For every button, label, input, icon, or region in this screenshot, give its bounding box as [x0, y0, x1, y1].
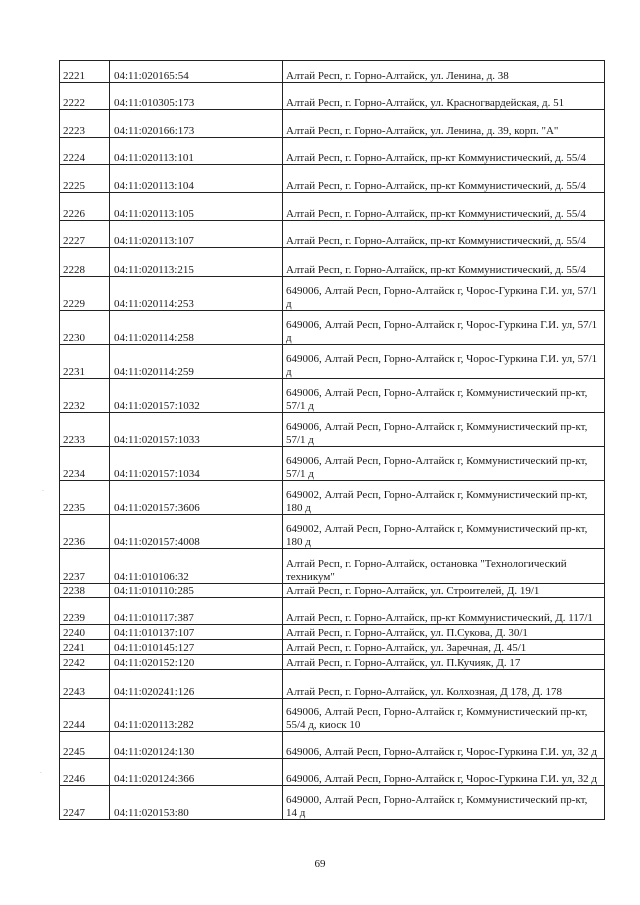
- address-cell: Алтай Респ, г. Горно-Алтайск, ул. П.Сукова, Д. 30/1: [283, 625, 605, 640]
- address-cell: 649006, Алтай Респ, Горно-Алтайск г, Коммунистический пр-кт, 57/1 д: [283, 413, 605, 447]
- row-number-cell: 2228: [60, 248, 110, 277]
- row-number-cell: 2242: [60, 655, 110, 670]
- cadastral-number-cell: 04:11:020113:215: [110, 248, 283, 277]
- table-row: [60, 221, 605, 248]
- cadastral-number-cell: 04:11:020157:3606: [110, 481, 283, 515]
- address-cell: Алтай Респ, г. Горно-Алтайск, ул. Красногвардейская, д. 51: [283, 83, 605, 110]
- address-cell: Алтай Респ, г. Горно-Алтайск, ул. Строителей, Д. 19/1: [283, 584, 605, 598]
- address-cell: 649002, Алтай Респ, Горно-Алтайск г, Коммунистический пр-кт, 180 д: [283, 481, 605, 515]
- address-cell: 649002, Алтай Респ, Горно-Алтайск г, Коммунистический пр-кт, 180 д: [283, 515, 605, 549]
- table-row: [60, 640, 605, 655]
- cadastral-number-cell: 04:11:020114:259: [110, 345, 283, 379]
- cadastral-number-cell: 04:11:020157:1032: [110, 379, 283, 413]
- address-cell: 649006, Алтай Респ, Горно-Алтайск г, Коммунистический пр-кт, 55/4 д, киоск 10: [283, 699, 605, 732]
- cadastral-number-cell: 04:11:020124:130: [110, 732, 283, 759]
- address-cell: 649006, Алтай Респ, Горно-Алтайск г, Чорос-Гуркина Г.И. ул, 32 д: [283, 732, 605, 759]
- row-number-cell: 2227: [60, 221, 110, 248]
- table-row: [60, 345, 605, 379]
- cadastral-number-cell: 04:11:020157:1033: [110, 413, 283, 447]
- row-number-cell: 2247: [60, 786, 110, 820]
- table-row: [60, 759, 605, 786]
- table-row: [60, 193, 605, 221]
- address-cell: 649006, Алтай Респ, Горно-Алтайск г, Коммунистический пр-кт, 57/1 д: [283, 379, 605, 413]
- row-number-cell: 2229: [60, 277, 110, 311]
- cadastral-number-cell: 04:11:010110:285: [110, 584, 283, 598]
- address-cell: Алтай Респ, г. Горно-Алтайск, остановка "Технологический техникум": [283, 549, 605, 584]
- cadastral-number-cell: 04:11:020113:282: [110, 699, 283, 732]
- row-number-cell: 2222: [60, 83, 110, 110]
- address-cell: 649006, Алтай Респ, Горно-Алтайск г, Чорос-Гуркина Г.И. ул, 57/1 д: [283, 277, 605, 311]
- table-row: [60, 61, 605, 83]
- row-number-cell: 2241: [60, 640, 110, 655]
- cadastral-number-cell: 04:11:020113:107: [110, 221, 283, 248]
- table-row: [60, 584, 605, 598]
- cadastral-table: [59, 60, 605, 820]
- address-cell: 649006, Алтай Респ, Горно-Алтайск г, Чорос-Гуркина Г.И. ул, 57/1 д: [283, 345, 605, 379]
- cadastral-number-cell: 04:11:020114:253: [110, 277, 283, 311]
- table-row: [60, 110, 605, 138]
- table-row: [60, 138, 605, 165]
- address-cell: Алтай Респ, г. Горно-Алтайск, ул. Ленина, д. 38: [283, 61, 605, 83]
- row-number-cell: 2233: [60, 413, 110, 447]
- row-number-cell: 2246: [60, 759, 110, 786]
- table-row: [60, 655, 605, 670]
- cadastral-number-cell: 04:11:020113:104: [110, 165, 283, 193]
- cadastral-number-cell: 04:11:010145:127: [110, 640, 283, 655]
- address-cell: Алтай Респ, г. Горно-Алтайск, ул. Колхозная, Д 178, Д. 178: [283, 670, 605, 699]
- row-number-cell: 2225: [60, 165, 110, 193]
- cadastral-number-cell: 04:11:020157:1034: [110, 447, 283, 481]
- scan-speck: ·: [40, 770, 42, 777]
- address-cell: 649006, Алтай Респ, Горно-Алтайск г, Коммунистический пр-кт, 57/1 д: [283, 447, 605, 481]
- row-number-cell: 2238: [60, 584, 110, 598]
- address-cell: Алтай Респ, г. Горно-Алтайск, ул. Ленина, д. 39, корп. "А": [283, 110, 605, 138]
- address-cell: Алтай Респ, г. Горно-Алтайск, пр-кт Коммунистический, д. 55/4: [283, 221, 605, 248]
- row-number-cell: 2232: [60, 379, 110, 413]
- table-row: [60, 379, 605, 413]
- table-row: [60, 670, 605, 699]
- table-row: [60, 786, 605, 820]
- cadastral-number-cell: 04:11:020153:80: [110, 786, 283, 820]
- row-number-cell: 2239: [60, 598, 110, 625]
- row-number-cell: 2221: [60, 61, 110, 83]
- table-row: [60, 481, 605, 515]
- row-number-cell: 2234: [60, 447, 110, 481]
- address-cell: 649000, Алтай Респ, Горно-Алтайск г, Коммунистический пр-кт, 14 д: [283, 786, 605, 820]
- row-number-cell: 2237: [60, 549, 110, 584]
- table-row: [60, 699, 605, 732]
- table-row: [60, 311, 605, 345]
- address-cell: Алтай Респ, г. Горно-Алтайск, ул. Заречная, Д. 45/1: [283, 640, 605, 655]
- cadastral-number-cell: 04:11:020241:126: [110, 670, 283, 699]
- cadastral-number-cell: 04:11:010106:32: [110, 549, 283, 584]
- address-cell: Алтай Респ, г. Горно-Алтайск, пр-кт Коммунистический, д. 55/4: [283, 138, 605, 165]
- row-number-cell: 2244: [60, 699, 110, 732]
- page-number: 69: [314, 858, 326, 870]
- row-number-cell: 2230: [60, 311, 110, 345]
- table-row: [60, 248, 605, 277]
- cadastral-number-cell: 04:11:020114:258: [110, 311, 283, 345]
- row-number-cell: 2223: [60, 110, 110, 138]
- table-row: [60, 625, 605, 640]
- cadastral-number-cell: 04:11:010117:387: [110, 598, 283, 625]
- cadastral-number-cell: 04:11:020124:366: [110, 759, 283, 786]
- row-number-cell: 2226: [60, 193, 110, 221]
- address-cell: Алтай Респ, г. Горно-Алтайск, ул. П.Кучияк, Д. 17: [283, 655, 605, 670]
- table-row: [60, 83, 605, 110]
- address-cell: Алтай Респ, г. Горно-Алтайск, пр-кт Коммунистический, д. 55/4: [283, 248, 605, 277]
- row-number-cell: 2224: [60, 138, 110, 165]
- cadastral-number-cell: 04:11:020165:54: [110, 61, 283, 83]
- table-row: [60, 413, 605, 447]
- table-body: [60, 61, 605, 820]
- cadastral-number-cell: 04:11:020166:173: [110, 110, 283, 138]
- cadastral-number-cell: 04:11:010137:107: [110, 625, 283, 640]
- row-number-cell: 2243: [60, 670, 110, 699]
- table-row: [60, 598, 605, 625]
- cadastral-number-cell: 04:11:020113:101: [110, 138, 283, 165]
- cadastral-number-cell: 04:11:010305:173: [110, 83, 283, 110]
- table-row: [60, 515, 605, 549]
- cadastral-number-cell: 04:11:020113:105: [110, 193, 283, 221]
- address-cell: 649006, Алтай Респ, Горно-Алтайск г, Чорос-Гуркина Г.И. ул, 57/1 д: [283, 311, 605, 345]
- address-cell: 649006, Алтай Респ, Горно-Алтайск г, Чорос-Гуркина Г.И. ул, 32 д: [283, 759, 605, 786]
- table-row: [60, 165, 605, 193]
- row-number-cell: 2245: [60, 732, 110, 759]
- address-cell: Алтай Респ, г. Горно-Алтайск, пр-кт Коммунистический, д. 55/4: [283, 165, 605, 193]
- row-number-cell: 2240: [60, 625, 110, 640]
- row-number-cell: 2231: [60, 345, 110, 379]
- table-row: [60, 732, 605, 759]
- scan-speck: ·: [42, 488, 44, 495]
- address-cell: Алтай Респ, г. Горно-Алтайск, пр-кт Коммунистический, д. 55/4: [283, 193, 605, 221]
- table-row: [60, 549, 605, 584]
- cadastral-number-cell: 04:11:020157:4008: [110, 515, 283, 549]
- table-row: [60, 277, 605, 311]
- row-number-cell: 2236: [60, 515, 110, 549]
- cadastral-number-cell: 04:11:020152:120: [110, 655, 283, 670]
- address-cell: Алтай Респ, г. Горно-Алтайск, пр-кт Коммунистический, Д. 117/1: [283, 598, 605, 625]
- row-number-cell: 2235: [60, 481, 110, 515]
- table-row: [60, 447, 605, 481]
